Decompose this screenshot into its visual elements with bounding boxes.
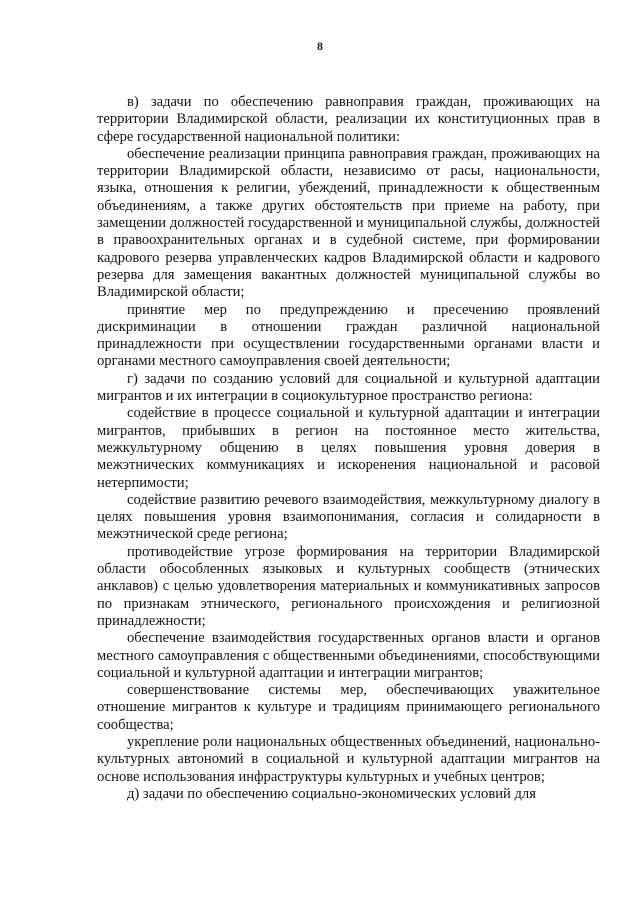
paragraph-section-v: в) задачи по обеспечению равноправия граждан, проживающих на территории Владимирской области, реализации их конституционных прав в сфере государственной национальной политики: (97, 94, 600, 145)
paragraph: обеспечение реализации принципа равноправия граждан, проживающих на территории Владимирской области, независимо от расы, национальности, языка, отношения к религии, убеждений, принадлежности к общественным объединениям, а также других обстоятельств при приеме на работу, при замещении должностей государственной и муниципальной службы, должностей в правоохранительных органах и в судебной системе, при формировании кадрового резерва управленческих кадров Владимирской области и кадрового резерва для замещения вакантных должностей муниципальной службы во Владимирской области; (97, 145, 600, 301)
paragraph: укрепление роли национальных общественных объединений, национально-культурных автономий в социальной и культурной адаптации мигрантов на основе использования инфраструктуры культурных и учебных центров; (97, 733, 600, 785)
document-body (97, 94, 600, 803)
paragraph: содействие развитию речевого взаимодействия, межкультурному диалогу в целях повышения уровня взаимопонимания, согласия и солидарности в межэтнической среде региона; (97, 491, 600, 543)
page-number: 8 (317, 39, 323, 53)
paragraph-section-g: г) задачи по созданию условий для социальной и культурной адаптации мигрантов и их интеграции в социокультурное пространство региона: (97, 370, 600, 405)
paragraph: совершенствование системы мер, обеспечивающих уважительное отношение мигрантов к культуре и традициям принимающего регионального сообщества; (97, 682, 600, 733)
paragraph: содействие в процессе социальной и культурной адаптации и интеграции мигрантов, прибывших в регион на постоянное место жительства, межкультурному общению в целях повышения уровня доверия в межэтнических коммуникациях и искоренения национальной и расовой нетерпимости; (97, 405, 600, 491)
paragraph: принятие мер по предупреждению и пресечению проявлений дискриминации в отношении граждан различной национальной принадлежности при осуществлении государственными органами власти и органами местного самоуправления своей деятельности; (97, 301, 600, 370)
paragraph: обеспечение взаимодействия государственных органов власти и органов местного самоуправления с общественными объединениями, способствующими социальной и культурной адаптации и интеграции мигрантов; (97, 630, 600, 681)
paragraph-section-d: д) задачи по обеспечению социально-экономических условий для (127, 785, 536, 802)
paragraph: противодействие угрозе формирования на территории Владимирской области обособленных языковых и культурных сообществ (этнических анклавов) с целью удовлетворения материальных и коммуникативных запросов по признакам этнического, регионального происхождения и религиозной принадлежности; (97, 543, 600, 629)
